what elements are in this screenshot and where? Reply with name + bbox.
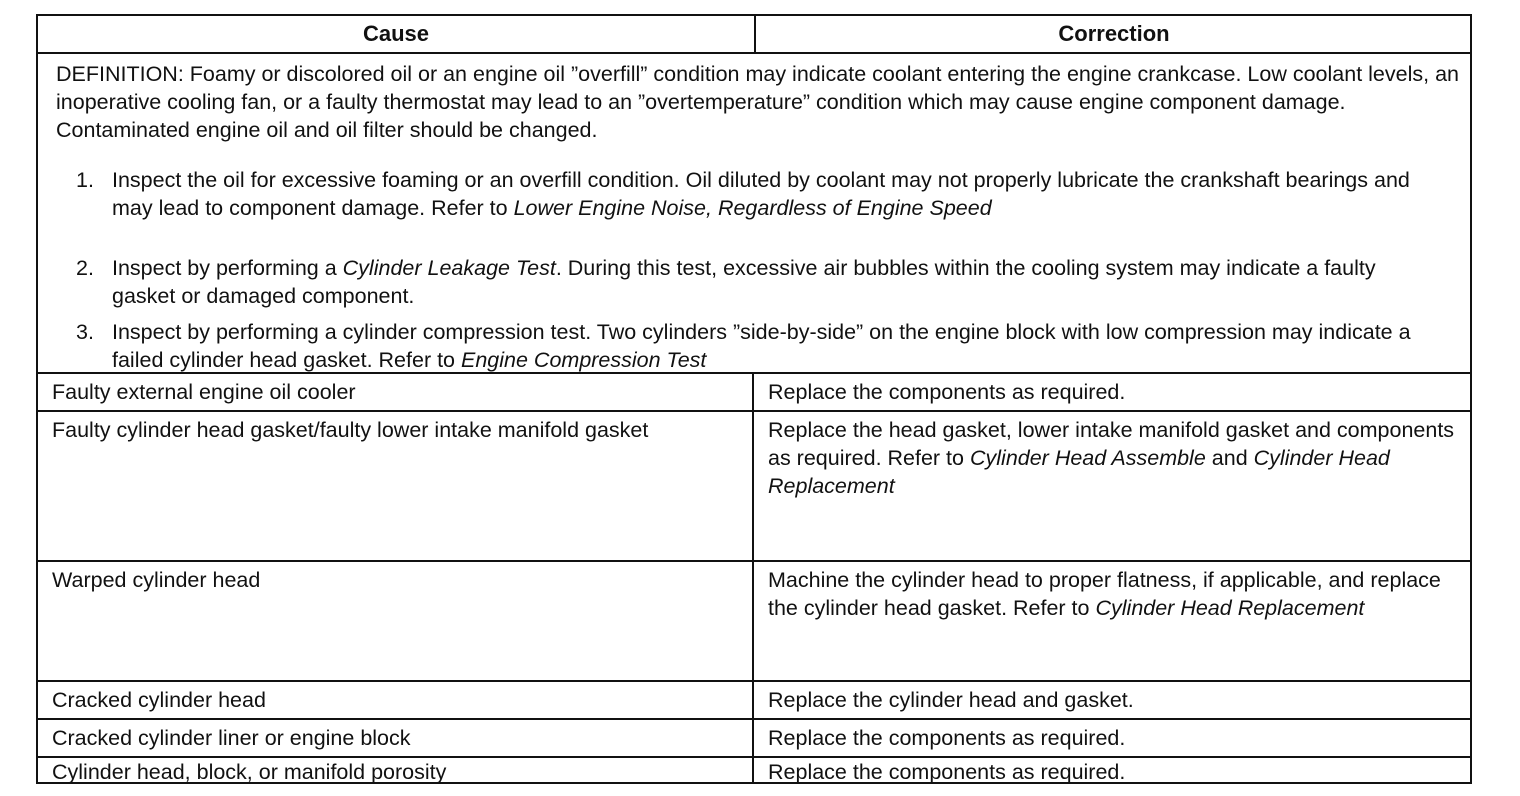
table-row (38, 758, 1470, 782)
step-2 (76, 254, 1436, 310)
correction-cell (752, 412, 1470, 560)
correction-text: Replace the head gasket, lower intake manifold gasket and components as required. Refer to (768, 418, 1455, 470)
correction-reference: Cylinder Head Assemble (969, 446, 1206, 470)
step-text-continued: . During this test, excessive air bubbles within the cooling system may indicate a faulty gasket or damaged component. (112, 256, 1376, 308)
cause-cell: Warped cylinder head (52, 568, 261, 592)
table-row (38, 720, 1470, 758)
step-number: 1. (76, 168, 94, 192)
correction-conjunction: and (1211, 446, 1248, 470)
definition-block (38, 54, 1470, 374)
table-row (38, 682, 1470, 720)
step-3 (76, 318, 1436, 374)
cause-cell: Cracked cylinder liner or engine block (52, 726, 411, 750)
table-row (38, 412, 1470, 562)
table-header (38, 16, 1470, 54)
header-correction: Correction (754, 16, 1472, 52)
table-row (38, 374, 1470, 412)
diagnostic-table (36, 14, 1472, 784)
step-number: 2. (76, 256, 94, 280)
correction-cell (752, 562, 1470, 680)
header-cause: Cause (362, 21, 430, 46)
correction-cell: Replace the components as required. (752, 374, 1470, 410)
table-row (38, 562, 1470, 682)
step-reference: Engine Compression Test (461, 348, 707, 372)
correction-cell: Replace the components as required. (752, 720, 1470, 756)
cause-cell: Cracked cylinder head (52, 688, 266, 712)
correction-cell: Replace the components as required. (752, 758, 1470, 782)
cause-cell: Faulty external engine oil cooler (52, 380, 356, 404)
cause-cell: Faulty cylinder head gasket/faulty lower intake manifold gasket (52, 418, 649, 442)
definition-text: DEFINITION: Foamy or discolored oil or an engine oil ”overfill” condition may indicate coolant entering the engine crankcase. Low coolant levels, an inoperative cooling fan, or a faulty thermostat may lead to an ”overtemperature” condition which may cause engine component damage. Contaminated engine oil and oil filter should be changed. (56, 62, 1459, 142)
step-1 (76, 166, 1436, 222)
step-reference: Cylinder Leakage Test (342, 256, 556, 280)
correction-reference: Cylinder Head Replacement (768, 446, 1390, 498)
correction-text: Machine the cylinder head to proper flatness, if applicable, and replace the cylinder head gasket. Refer to (768, 568, 1441, 620)
correction-reference: Cylinder Head Replacement (1095, 596, 1365, 620)
step-text: Inspect by performing a cylinder compression test. Two cylinders ”side-by-side” on the engine block with low compression may indicate a failed cylinder head gasket. Refer to (112, 320, 1411, 372)
step-text: Inspect by performing a (112, 256, 337, 280)
cause-cell: Cylinder head, block, or manifold porosity (52, 760, 447, 784)
step-number: 3. (76, 320, 94, 344)
step-reference: Lower Engine Noise, Regardless of Engine Speed (513, 196, 992, 220)
correction-cell: Replace the cylinder head and gasket. (752, 682, 1470, 718)
step-text: Inspect the oil for excessive foaming or an overfill condition. Oil diluted by coolant may not properly lubricate the crankshaft bearings and may lead to component damage. Refer to (112, 168, 1410, 220)
